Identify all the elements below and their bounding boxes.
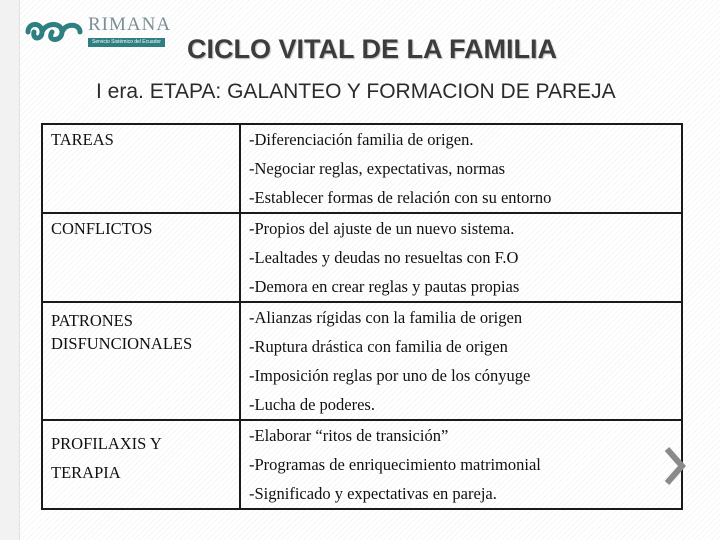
- row-items: [240, 420, 682, 509]
- row-label-line: PROFILAXIS Y: [51, 434, 162, 453]
- list-item: -Ruptura drástica con familia de origen: [249, 337, 508, 356]
- page-title: CICLO VITAL DE LA FAMILIA: [187, 34, 557, 64]
- chevron-right-icon[interactable]: [664, 446, 686, 486]
- row-items: [240, 302, 682, 420]
- stage-table: [41, 123, 683, 510]
- list-item: -Establecer formas de relación con su entorno: [249, 188, 552, 207]
- row-label: [42, 302, 240, 420]
- table-row: [42, 302, 682, 420]
- table-row: [42, 213, 682, 302]
- list-item: -Significado y expectativas en pareja.: [249, 484, 497, 503]
- list-item: -Lealtades y deudas no resueltas con F.O: [249, 248, 519, 267]
- list-item: -Propios del ajuste de un nuevo sistema.: [249, 219, 515, 238]
- table-row: [42, 420, 682, 509]
- logo-tagline: Servicio Sistémico del Ecuador: [88, 38, 165, 47]
- list-item: -Elaborar “ritos de transición”: [249, 426, 449, 445]
- row-label-line: DISFUNCIONALES: [51, 334, 193, 353]
- left-margin-bar: [0, 0, 20, 540]
- row-label: [42, 124, 240, 213]
- row-label-line: PATRONES: [51, 311, 133, 330]
- row-label: [42, 213, 240, 302]
- logo-name: RIMANA: [88, 14, 172, 35]
- list-item: -Demora en crear reglas y pautas propias: [249, 277, 520, 296]
- list-item: -Negociar reglas, expectativas, normas: [249, 159, 506, 178]
- row-label-line: TERAPIA: [51, 463, 121, 482]
- row-label: [42, 420, 240, 509]
- row-items: [240, 213, 682, 302]
- list-item: -Diferenciación familia de origen.: [249, 130, 474, 149]
- row-label-line: CONFLICTOS: [51, 219, 153, 238]
- row-items: [240, 124, 682, 213]
- page-subtitle: I era. ETAPA: GALANTEO Y FORMACION DE PAREJA: [96, 80, 616, 103]
- list-item: -Programas de enriquecimiento matrimonial: [249, 455, 541, 474]
- row-label-line: TAREAS: [51, 130, 114, 149]
- table-row: [42, 124, 682, 213]
- list-item: -Imposición reglas por uno de los cónyuge: [249, 366, 531, 385]
- list-item: -Alianzas rígidas con la familia de origen: [249, 308, 523, 327]
- list-item: -Lucha de poderes.: [249, 395, 375, 414]
